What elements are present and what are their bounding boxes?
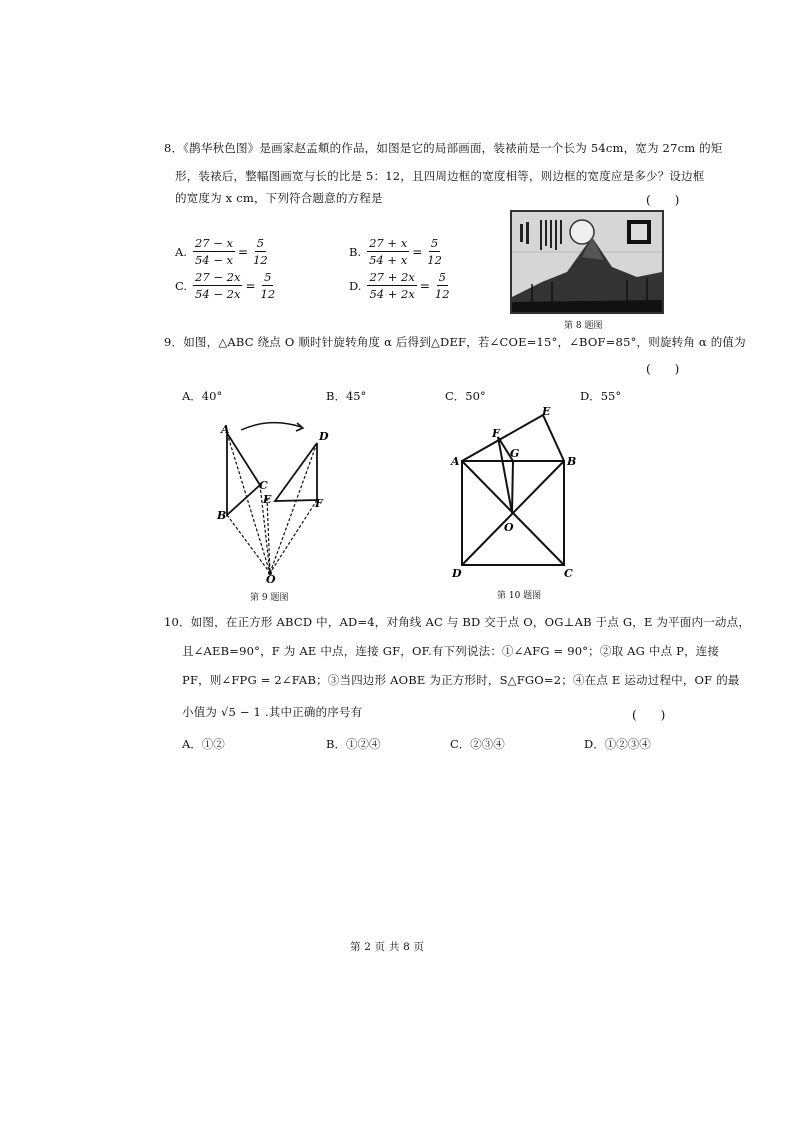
q8-option-b xyxy=(349,236,444,267)
q8-option-c xyxy=(175,270,277,301)
q10-label-d: D xyxy=(452,567,462,580)
q8-option-c-den: 54 − 2x xyxy=(195,287,241,301)
q8-option-c-label: C. xyxy=(175,278,188,293)
q8-painting-figure xyxy=(510,210,664,314)
q10-option-b: B．①②④ xyxy=(326,737,381,751)
q9-option-a: A．40° xyxy=(182,389,223,403)
q10-text-line3: PF，则∠FPG = 2∠FAB；③当四边形 AOBE 为正方形时，S△FGO=2；④在点 E 运动过程中，OF 的最 xyxy=(182,673,740,687)
q8-text-line3: 的宽度为 x cm，下列符合题意的方程是 xyxy=(175,191,383,205)
q10-option-c: C．②③④ xyxy=(450,737,505,751)
q9-label-e: E xyxy=(263,493,272,506)
q8-option-b-den: 54 + x xyxy=(369,253,408,267)
q8-option-d-rhs xyxy=(433,270,452,301)
q9-label-b: B xyxy=(217,509,227,522)
q10-label-b: B xyxy=(567,455,577,468)
q8-option-a-num: 27 − x xyxy=(194,236,234,250)
page-footer: 第 2 页 共 8 页 xyxy=(350,941,425,953)
q10-label-f: F xyxy=(492,427,500,440)
q8-option-a-rnum: 5 xyxy=(256,236,265,250)
q10-figure-caption: 第 10 题图 xyxy=(497,591,542,601)
q10-label-o: O xyxy=(504,521,514,534)
q10-label-e: E xyxy=(542,405,551,418)
q8-option-c-eq: = xyxy=(245,278,256,293)
q10-option-a: A．①② xyxy=(182,737,225,751)
q8-painting-image xyxy=(512,212,662,312)
q8-option-d-rnum: 5 xyxy=(438,270,446,284)
q9-answer-paren: ( ) xyxy=(646,362,680,376)
q8-answer-paren: ( ) xyxy=(646,193,680,207)
q8-option-a-rhs xyxy=(251,236,270,267)
q8-option-c-lhs xyxy=(193,270,242,301)
q9-figure xyxy=(205,415,345,585)
q8-option-b-rnum: 5 xyxy=(430,236,439,250)
q10-text-line2: 且∠AEB=90°，F 为 AE 中点，连接 GF，OF.有下列说法：①∠AFG = 90°；②取 AG 中点 P，连接 xyxy=(182,644,720,658)
q9-option-b: B．45° xyxy=(326,389,367,403)
q8-option-d-eq: = xyxy=(419,278,430,293)
q8-option-a-den: 54 − x xyxy=(194,253,234,267)
q10-label-g: G xyxy=(510,447,520,460)
q9-label-d: D xyxy=(319,430,329,443)
q8-figure-caption: 第 8 题图 xyxy=(564,321,603,331)
q8-option-a-eq: = xyxy=(238,244,249,259)
q8-option-d-label: D. xyxy=(349,278,362,293)
q9-label-o: O xyxy=(266,573,276,585)
q9-text-line1: 9．如图，△ABC 绕点 O 顺时针旋转角度 α 后得到△DEF，若∠COE=15°，∠BOF=85°，则旋转角 α 的值为 xyxy=(164,335,746,349)
q10-label-c: C xyxy=(564,567,573,580)
q8-option-d-rden: 12 xyxy=(434,287,450,301)
q8-option-c-rnum: 5 xyxy=(264,270,272,284)
q9-option-c: C．50° xyxy=(445,389,486,403)
q9-label-f: F xyxy=(315,497,323,510)
q8-option-a-label: A. xyxy=(175,244,187,259)
q8-option-b-rden: 12 xyxy=(427,253,442,267)
q8-option-b-rhs xyxy=(425,236,444,267)
q8-option-a-rden: 12 xyxy=(253,253,268,267)
q8-option-b-num: 27 + x xyxy=(369,236,408,250)
q10-answer-paren: ( ) xyxy=(632,708,666,722)
q9-label-c: C xyxy=(259,479,268,492)
q8-option-b-label: B. xyxy=(349,244,362,259)
q8-option-d-den: 54 + 2x xyxy=(369,287,415,301)
q10-text-line1: 10．如图，在正方形 ABCD 中，AD=4，对角线 AC 与 BD 交于点 O，OG⊥AB 于点 G，E 为平面内一动点， xyxy=(164,615,751,629)
q9-label-a: A xyxy=(221,423,230,436)
q8-option-d-num: 27 + 2x xyxy=(369,270,415,284)
q9-option-d: D．55° xyxy=(580,389,622,403)
q8-option-c-num: 27 − 2x xyxy=(195,270,241,284)
q8-option-d-lhs xyxy=(367,270,416,301)
q10-option-d: D．①②③④ xyxy=(584,737,651,751)
q8-text-line1: 8．《鹊华秋色图》是画家赵孟頫的作品，如图是它的局部画面，装裱前是一个长为 54cm，宽为 27cm 的矩 xyxy=(164,141,723,155)
q10-label-a: A xyxy=(451,455,460,468)
q10-text-line4: 小值为 √5 − 1 .其中正确的序号有 xyxy=(182,705,363,719)
q8-option-a-lhs xyxy=(193,236,235,267)
q8-option-a xyxy=(175,236,270,267)
q9-figure-caption: 第 9 题图 xyxy=(250,593,289,603)
q8-option-b-lhs xyxy=(367,236,409,267)
q8-option-c-rhs xyxy=(259,270,278,301)
q8-option-d xyxy=(349,270,452,301)
q8-text-line2: 形，装裱后，整幅图画宽与长的比是 5：12，且四周边框的宽度相等，则边框的宽度应是多少？设边框 xyxy=(175,169,705,183)
q8-option-c-rden: 12 xyxy=(260,287,276,301)
q10-figure xyxy=(448,405,588,585)
q8-option-b-eq: = xyxy=(412,244,423,259)
